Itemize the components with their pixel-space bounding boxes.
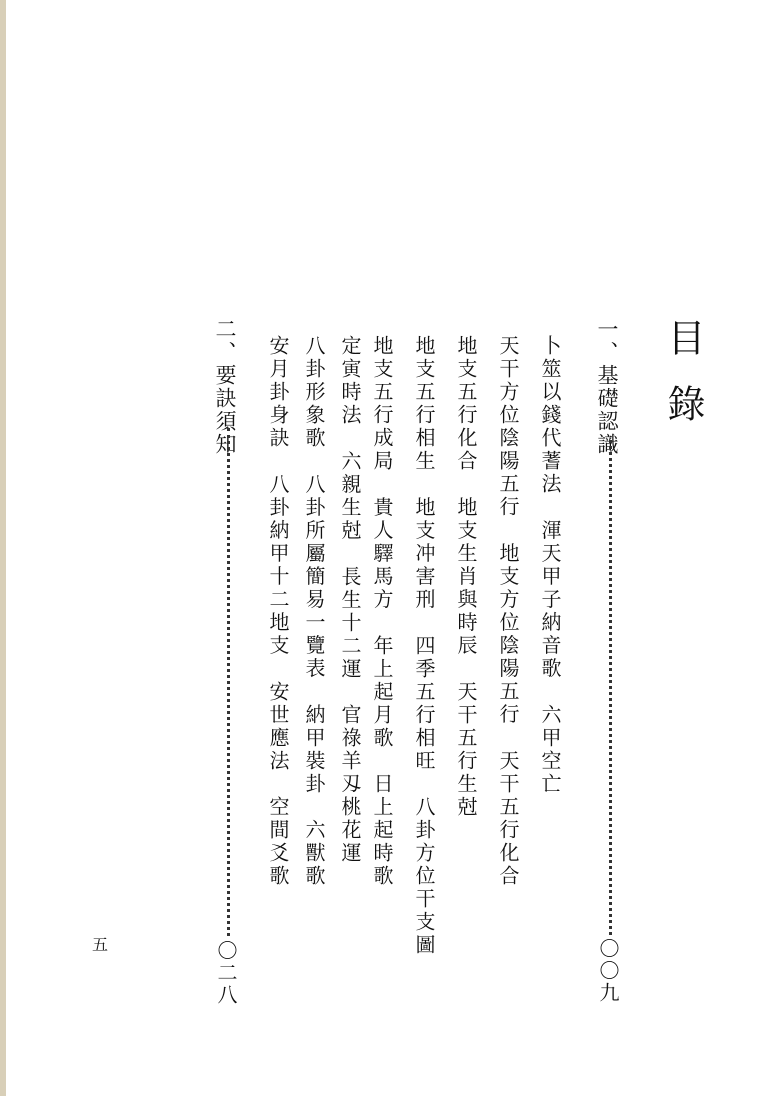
toc-entry: 官祿羊刄桃花運: [338, 704, 362, 866]
toc-entry: 地支五行成局: [370, 335, 394, 473]
toc-entry: 納甲裝卦: [302, 703, 326, 796]
toc-line-7: [304, 335, 324, 888]
toc-entry: 年上起月歌: [370, 634, 394, 750]
toc-entry: 地支生肖與時辰: [454, 496, 478, 658]
section-2-leader: [227, 428, 230, 936]
section-1-page-number: 〇〇九: [596, 938, 620, 1004]
folio-page-number: 五: [92, 935, 109, 954]
toc-entry: 八卦所屬簡易一覽表: [302, 473, 326, 681]
toc-entry: 地支五行相生: [412, 335, 436, 473]
toc-entry: 天干五行生尅: [454, 680, 478, 819]
toc-entry: 長生十二運: [338, 565, 362, 681]
toc-entry: 六親生尅: [338, 450, 362, 543]
toc-entry: 定寅時法: [338, 335, 362, 427]
section-2-title: 二、要訣須知: [213, 318, 237, 456]
toc-line-6: [340, 335, 360, 865]
toc-entry: 卜筮以錢代蓍法: [538, 335, 562, 496]
page-title: 目錄: [661, 318, 705, 450]
toc-entry: 八卦納甲十二地支: [266, 473, 290, 658]
toc-line-3: [456, 335, 476, 819]
toc-line-1: [540, 335, 560, 796]
toc-entry: 日上起時歌: [370, 773, 394, 889]
toc-entry: 渾天甲子納音歌: [538, 519, 562, 681]
section-1-leader: [609, 440, 612, 935]
toc-entry: 地支方位陰陽五行: [496, 542, 520, 727]
section-1-title: 一、基礎認識: [595, 318, 619, 456]
toc-entry: 安世應法: [266, 680, 290, 773]
toc-entry: 空間爻歌: [266, 796, 290, 889]
toc-entry: 地支冲害刑: [412, 496, 436, 612]
toc-entry: 八卦形象歌: [302, 335, 326, 450]
toc-entry: 八卦方位干支圖: [412, 796, 436, 958]
toc-line-5: [372, 335, 392, 888]
toc-entry: 貴人驛馬方: [370, 496, 394, 612]
toc-entry: 六甲空亡: [538, 703, 562, 796]
toc-entry: 天干方位陰陽五行: [496, 335, 520, 519]
toc-entry: 天干五行化合: [496, 749, 520, 888]
section-2-page-number: 〇二八: [214, 940, 238, 1006]
toc-line-2: [498, 335, 518, 888]
page-binding-edge: [0, 0, 6, 1096]
toc-entry: 六獸歌: [302, 819, 326, 889]
toc-line-4: [414, 335, 434, 957]
toc-line-8: [268, 335, 288, 888]
toc-entry: 四季五行相旺: [412, 634, 436, 773]
toc-entry: 地支五行化合: [454, 335, 478, 473]
toc-entry: 安月卦身訣: [266, 335, 290, 450]
